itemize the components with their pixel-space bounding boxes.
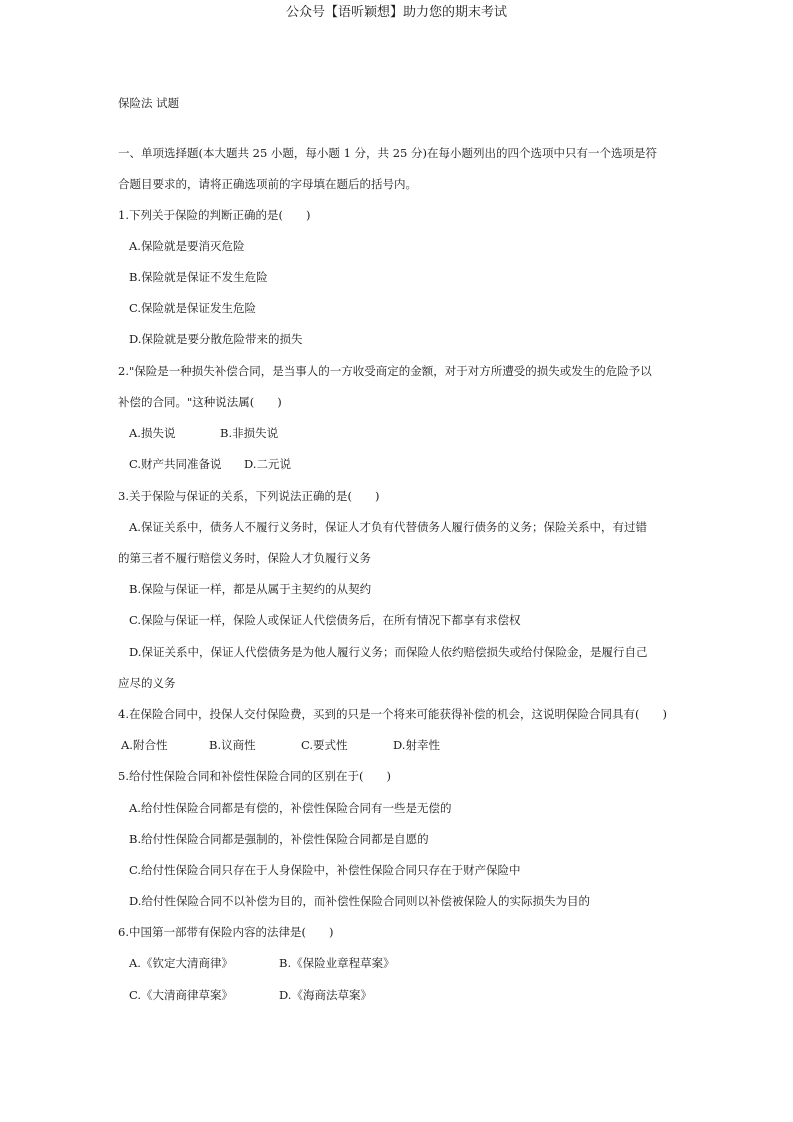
question-4-option-a: A.附合性 xyxy=(121,738,168,752)
question-6-option-c: C.《大清商律草案》 xyxy=(129,988,234,1002)
question-1-option-a: A.保险就是要消灭危险 xyxy=(129,239,245,253)
question-5-option-a: A.给付性保险合同都是有偿的，补偿性保险合同有一些是无偿的 xyxy=(129,801,452,815)
question-2-option-a: A.损失说 xyxy=(129,426,176,440)
question-3-option-d-line-2: 应尽的义务 xyxy=(118,676,176,690)
question-3-option-c: C.保险与保证一样，保险人或保证人代偿债务后，在所有情况下都享有求偿权 xyxy=(129,613,521,627)
question-2-option-b: B.非损失说 xyxy=(220,426,279,440)
question-3-option-b: B.保险与保证一样，都是从属于主契约的从契约 xyxy=(129,582,372,596)
page-header: 公众号【语听颖想】助力您的期末考试 xyxy=(285,5,507,20)
question-4-stem: 4.在保险合同中，投保人交付保险费，买到的只是一个将来可能获得补偿的机会，这说明保险合同具有( ) xyxy=(118,707,667,721)
question-2-option-d: D.二元说 xyxy=(244,457,291,471)
question-1-option-c: C.保险就是保证发生危险 xyxy=(129,301,257,315)
question-1-option-d: D.保险就是要分散危险带来的损失 xyxy=(129,332,303,346)
question-6-option-b: B.《保险业章程草案》 xyxy=(279,956,395,970)
question-3-option-a-line-2: 的第三者不履行赔偿义务时，保险人才负履行义务 xyxy=(118,551,371,565)
question-5-option-c: C.给付性保险合同只存在于人身保险中，补偿性保险合同只存在于财产保险中 xyxy=(129,863,521,877)
question-4-option-b: B.议商性 xyxy=(209,738,256,752)
question-3-option-a-line-1: A.保证关系中，债务人不履行义务时，保证人才负有代替债务人履行债务的义务；保险关系中，有过错 xyxy=(129,520,647,534)
question-5-stem: 5.给付性保险合同和补偿性保险合同的区别在于( ) xyxy=(118,769,391,783)
question-4-option-c: C.要式性 xyxy=(301,738,348,752)
question-4-option-d: D.射幸性 xyxy=(393,738,440,752)
question-1-stem: 1.下列关于保险的判断正确的是( ) xyxy=(118,208,311,222)
question-3-option-d-line-1: D.保证关系中，保证人代偿债务是为他人履行义务；而保险人依约赔偿损失或给付保险金，是履行自己 xyxy=(129,645,648,659)
question-2-stem-line-1: 2."保险是一种损失补偿合同，是当事人的一方收受商定的金额，对于对方所遭受的损失或发生的危险予以 xyxy=(118,364,652,378)
section-instructions-line-2: 合题目要求的，请将正确选项前的字母填在题后的括号内。 xyxy=(118,177,417,191)
question-5-option-b: B.给付性保险合同都是强制的，补偿性保险合同都是自愿的 xyxy=(129,832,429,846)
document-title: 保险法 试题 xyxy=(118,96,180,110)
question-5-option-d: D.给付性保险合同不以补偿为目的，而补偿性保险合同则以补偿被保险人的实际损失为目的 xyxy=(129,894,590,908)
question-6-stem: 6.中国第一部带有保险内容的法律是( ) xyxy=(118,925,334,939)
section-instructions-line-1: 一、单项选择题(本大题共 25 小题，每小题 1 分，共 25 分)在每小题列出的四个选项中只有一个选项是符 xyxy=(118,146,657,160)
question-6-option-d: D.《海商法草案》 xyxy=(279,988,372,1002)
question-3-stem: 3.关于保险与保证的关系，下列说法正确的是( ) xyxy=(118,489,380,503)
question-2-stem-line-2: 补偿的合同。"这种说法属( ) xyxy=(118,395,282,409)
question-6-option-a: A.《钦定大清商律》 xyxy=(129,956,233,970)
question-1-option-b: B.保险就是保证不发生危险 xyxy=(129,270,268,284)
question-2-option-c: C.财产共同准备说 xyxy=(129,457,222,471)
